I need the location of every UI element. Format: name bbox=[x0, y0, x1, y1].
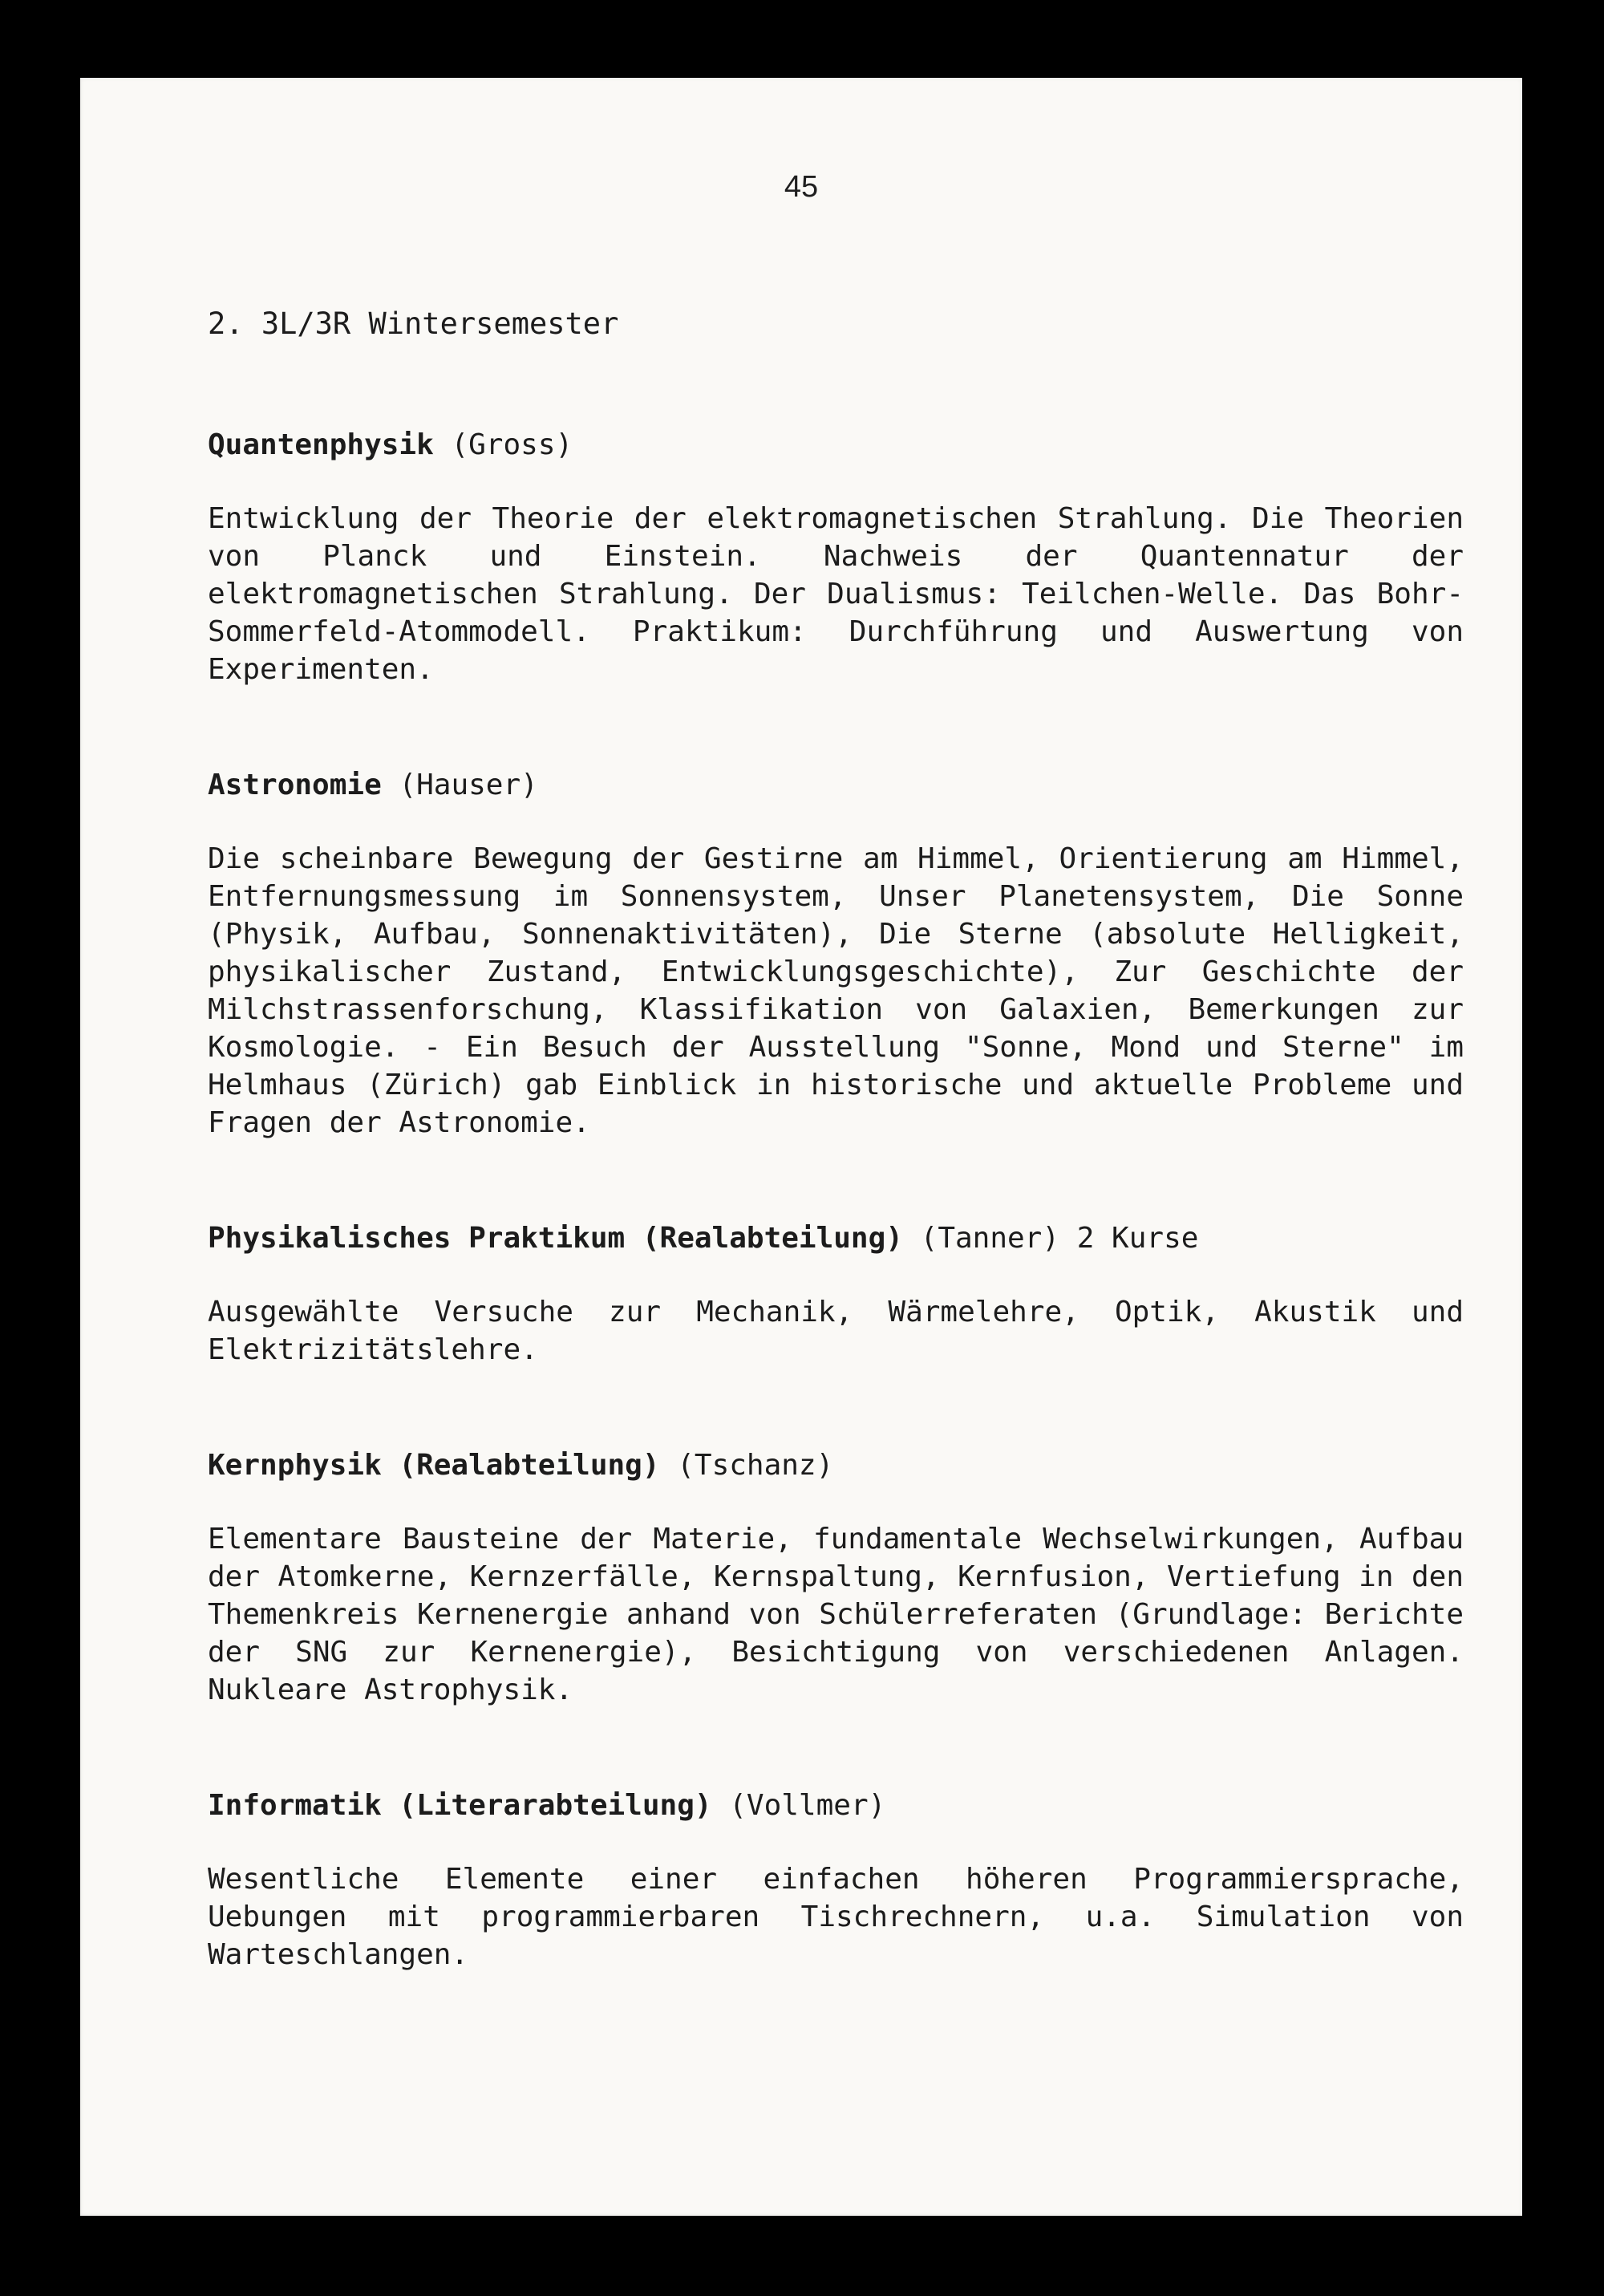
course-section-kernphysik bbox=[208, 1446, 1464, 1709]
semester-heading: 2. 3L/3R Wintersemester bbox=[208, 306, 619, 341]
course-heading bbox=[208, 766, 1464, 805]
course-section-informatik bbox=[208, 1787, 1464, 1974]
course-title: Kernphysik (Realabteilung) bbox=[208, 1449, 660, 1482]
course-section-physikalisches-praktikum bbox=[208, 1219, 1464, 1369]
course-teacher: (Hauser) bbox=[399, 769, 538, 801]
page-number: 45 bbox=[784, 170, 819, 204]
course-section-astronomie bbox=[208, 766, 1464, 1142]
course-heading bbox=[208, 1219, 1464, 1258]
course-title: Astronomie bbox=[208, 769, 382, 801]
course-section-quantenphysik bbox=[208, 426, 1464, 688]
course-description: Die scheinbare Bewegung der Gestirne am Himmel, Orientierung am Himmel, Entfernungsmessung im Sonnensystem, Unser Planetensystem, Die Sonne (Physik, Aufbau, Sonnenaktivitäten), Die Sterne (absolute Helligkeit, physikalischer Zustand, Entwicklungsgeschichte), Zur Geschichte der Milchstrassenforschung, Klassifikation von Galaxien, Bemerkungen zur Kosmologie. - Ein Besuch der Ausstellung "Sonne, Mond und Sterne" im Helmhaus (Zürich) gab Einblick in historische und aktuelle Probleme und Fragen der Astronomie. bbox=[208, 842, 1464, 1139]
course-title: Informatik (Literarabteilung) bbox=[208, 1789, 712, 1822]
document-page bbox=[80, 78, 1522, 2216]
course-description: Entwicklung der Theorie der elektromagnetischen Strahlung. Die Theorien von Planck und Einstein. Nachweis der Quantennatur der elektromagnetischen Strahlung. Der Dualismus: Teilchen-Welle. Das Bohr-Sommerfeld-Atommodell. Praktikum: Durchführung und Auswertung von Experimenten. bbox=[208, 502, 1464, 686]
course-heading bbox=[208, 426, 1464, 464]
course-teacher: (Tanner) 2 Kurse bbox=[920, 1222, 1199, 1255]
course-title: Physikalisches Praktikum (Realabteilung) bbox=[208, 1222, 903, 1255]
course-heading bbox=[208, 1446, 1464, 1485]
page-content bbox=[208, 305, 1464, 1974]
course-description: Ausgewählte Versuche zur Mechanik, Wärmelehre, Optik, Akustik und Elektrizitätslehre. bbox=[208, 1296, 1464, 1366]
course-teacher: (Tschanz) bbox=[677, 1449, 834, 1482]
course-description: Elementare Bausteine der Materie, fundamentale Wechselwirkungen, Aufbau der Atomkerne, Kernzerfälle, Kernspaltung, Kernfusion, Vertiefung in den Themenkreis Kernenergie anhand von Schülerreferaten (Grundlage: Berichte der SNG zur Kernenergie), Besichtigung von verschiedenen Anlagen. Nukleare Astrophysik. bbox=[208, 1523, 1464, 1706]
course-description: Wesentliche Elemente einer einfachen höheren Programmiersprache, Uebungen mit programmierbaren Tischrechnern, u.a. Simulation von Warteschlangen. bbox=[208, 1863, 1464, 1971]
course-title: Quantenphysik bbox=[208, 428, 434, 461]
course-teacher: (Gross) bbox=[451, 428, 573, 461]
course-teacher: (Vollmer) bbox=[729, 1789, 886, 1822]
course-heading bbox=[208, 1787, 1464, 1825]
